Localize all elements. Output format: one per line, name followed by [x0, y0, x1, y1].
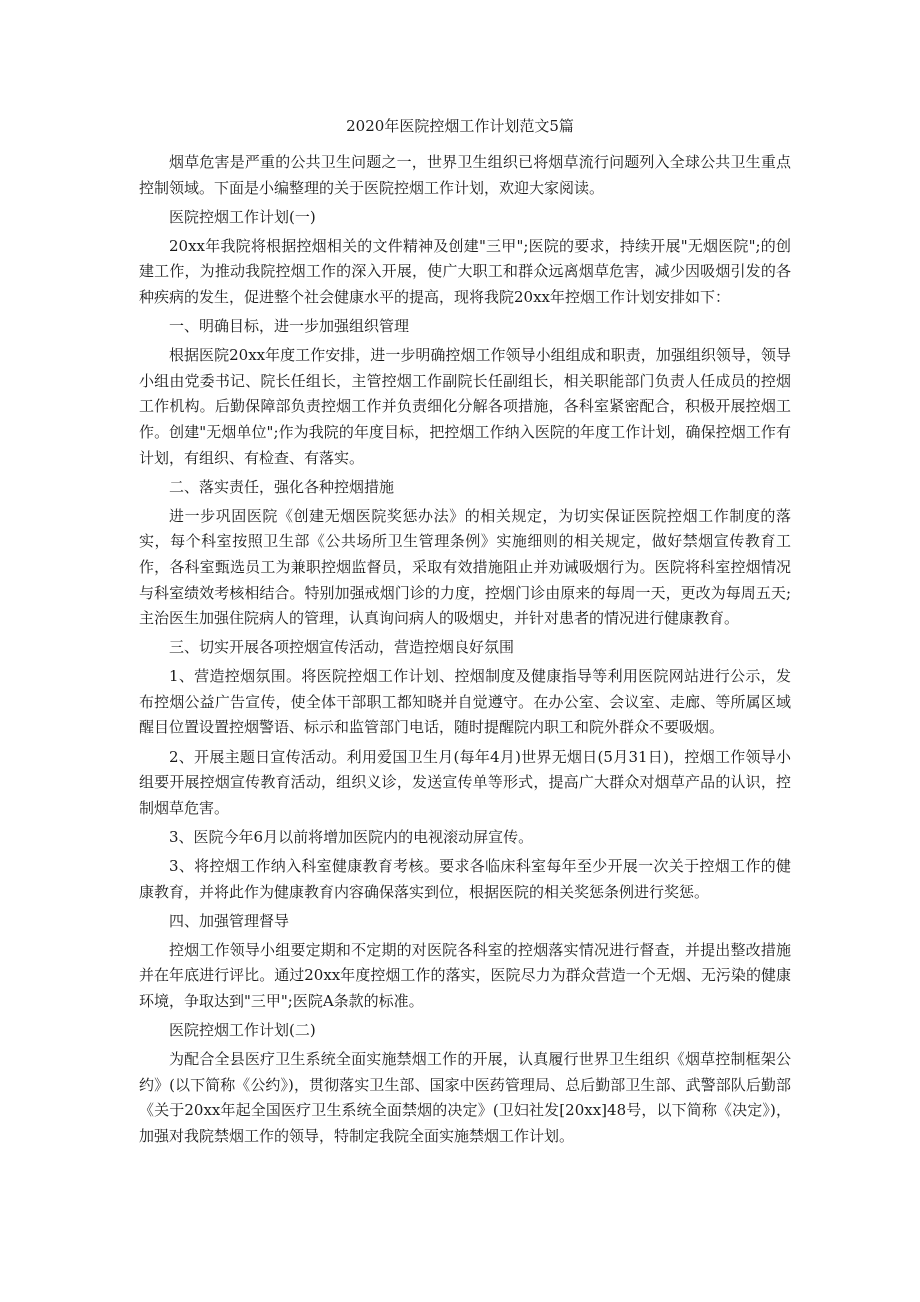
section-heading-plan-1: 医院控烟工作计划(一) — [169, 207, 316, 226]
subsection-heading-2: 二、落实责任，强化各种控烟措施 — [169, 477, 395, 496]
list-item: 1、营造控烟氛围。将医院控烟工作计划、控烟制度及健康指导等利用医院网站进行公示，发布控烟公益广告宣传，使全体干部职工都知晓并自觉遵守。在办公室、会议室、走廊、等所属区域醒目位置设置控烟警语、标示和监管部门电话，随时提醒院内职工和院外群众不要吸烟。 — [139, 667, 791, 737]
document-body — [139, 150, 791, 1153]
paragraph: 20xx年我院将根据控烟相关的文件精神及创建"三甲";医院的要求，持续开展"无烟医院";的创建工作，为推动我院控烟工作的深入开展，使广大职工和群众远离烟草危害，减少因吸烟引发的各种疾病的发生，促进整个社会健康水平的提高，现将我院20xx年控烟工作计划安排如下： — [139, 236, 791, 306]
subsection-heading-3: 三、切实开展各项控烟宣传活动，营造控烟良好氛围 — [169, 638, 515, 657]
list-item: 3、将控烟工作纳入科室健康教育考核。要求各临床科室每年至少开展一次关于控烟工作的健康教育，并将此作为健康教育内容确保落实到位，根据医院的相关奖惩条例进行奖惩。 — [139, 856, 791, 901]
paragraph: 根据医院20xx年度工作安排，进一步明确控烟工作领导小组组成和职责，加强组织领导，领导小组由党委书记、院长任组长，主管控烟工作副院长任副组长，相关职能部门负责人任成员的控烟工作机构。后勤保障部负责控烟工作并负责细化分解各项措施，各科室紧密配合，积极开展控烟工作。创建"无烟单位";作为我院的年度目标，把控烟工作纳入医院的年度工作计划，确保控烟工作有计划，有组织、有检查、有落实。 — [139, 346, 791, 467]
paragraph: 为配合全县医疗卫生系统全面实施禁烟工作的开展，认真履行世界卫生组织《烟草控制框架公约》(以下简称《公约》)，贯彻落实卫生部、国家中医药管理局、总后勤部卫生部、武警部队后勤部《关于20xx年起全国医疗卫生系统全面禁烟的决定》(卫妇社发[20xx]48号，以下简称《决定》)，加强对我院禁烟工作的领导，特制定我院全面实施禁烟工作计划。 — [139, 1050, 791, 1145]
list-item: 3、医院今年6月以前将增加医院内的电视滚动屏宣传。 — [169, 827, 534, 846]
intro-paragraph: 烟草危害是严重的公共卫生问题之一，世界卫生组织已将烟草流行问题列入全球公共卫生重点控制领域。下面是小编整理的关于医院控烟工作计划，欢迎大家阅读。 — [139, 153, 791, 197]
section-heading-plan-2: 医院控烟工作计划(二) — [169, 1021, 316, 1039]
list-item: 2、开展主题日宣传活动。利用爱国卫生月(每年4月)世界无烟日(5月31日)，控烟工作领导小组要开展控烟宣传教育活动，组织义诊，发送宣传单等形式，提高广大群众对烟草产品的认识，控制烟草危害。 — [139, 747, 791, 817]
document-title: 2020年医院控烟工作计划范文5篇 — [346, 117, 574, 135]
paragraph: 进一步巩固医院《创建无烟医院奖惩办法》的相关规定，为切实保证医院控烟工作制度的落实，每个科室按照卫生部《公共场所卫生管理条例》实施细则的相关规定，做好禁烟宣传教育工作，各科室甄选员工为兼职控烟监督员，采取有效措施阻止并劝诫吸烟行为。医院将科室控烟情况与科室绩效考核相结合。特别加强戒烟门诊的力度，控烟门诊由原来的每周一天，更改为每周五天;主治医生加强住院病人的管理，认真询问病人的吸烟史，并针对患者的情况进行健康教育。 — [139, 506, 791, 628]
subsection-heading-1: 一、明确目标，进一步加强组织管理 — [169, 317, 410, 336]
subsection-heading-4: 四、加强管理督导 — [169, 911, 290, 930]
paragraph: 控烟工作领导小组要定期和不定期的对医院各科室的控烟落实情况进行督查，并提出整改措施并在年底进行评比。通过20xx年度控烟工作的落实，医院尽力为群众营造一个无烟、无污染的健康环境，争取达到"三甲";医院A条款的标准。 — [139, 940, 791, 1010]
